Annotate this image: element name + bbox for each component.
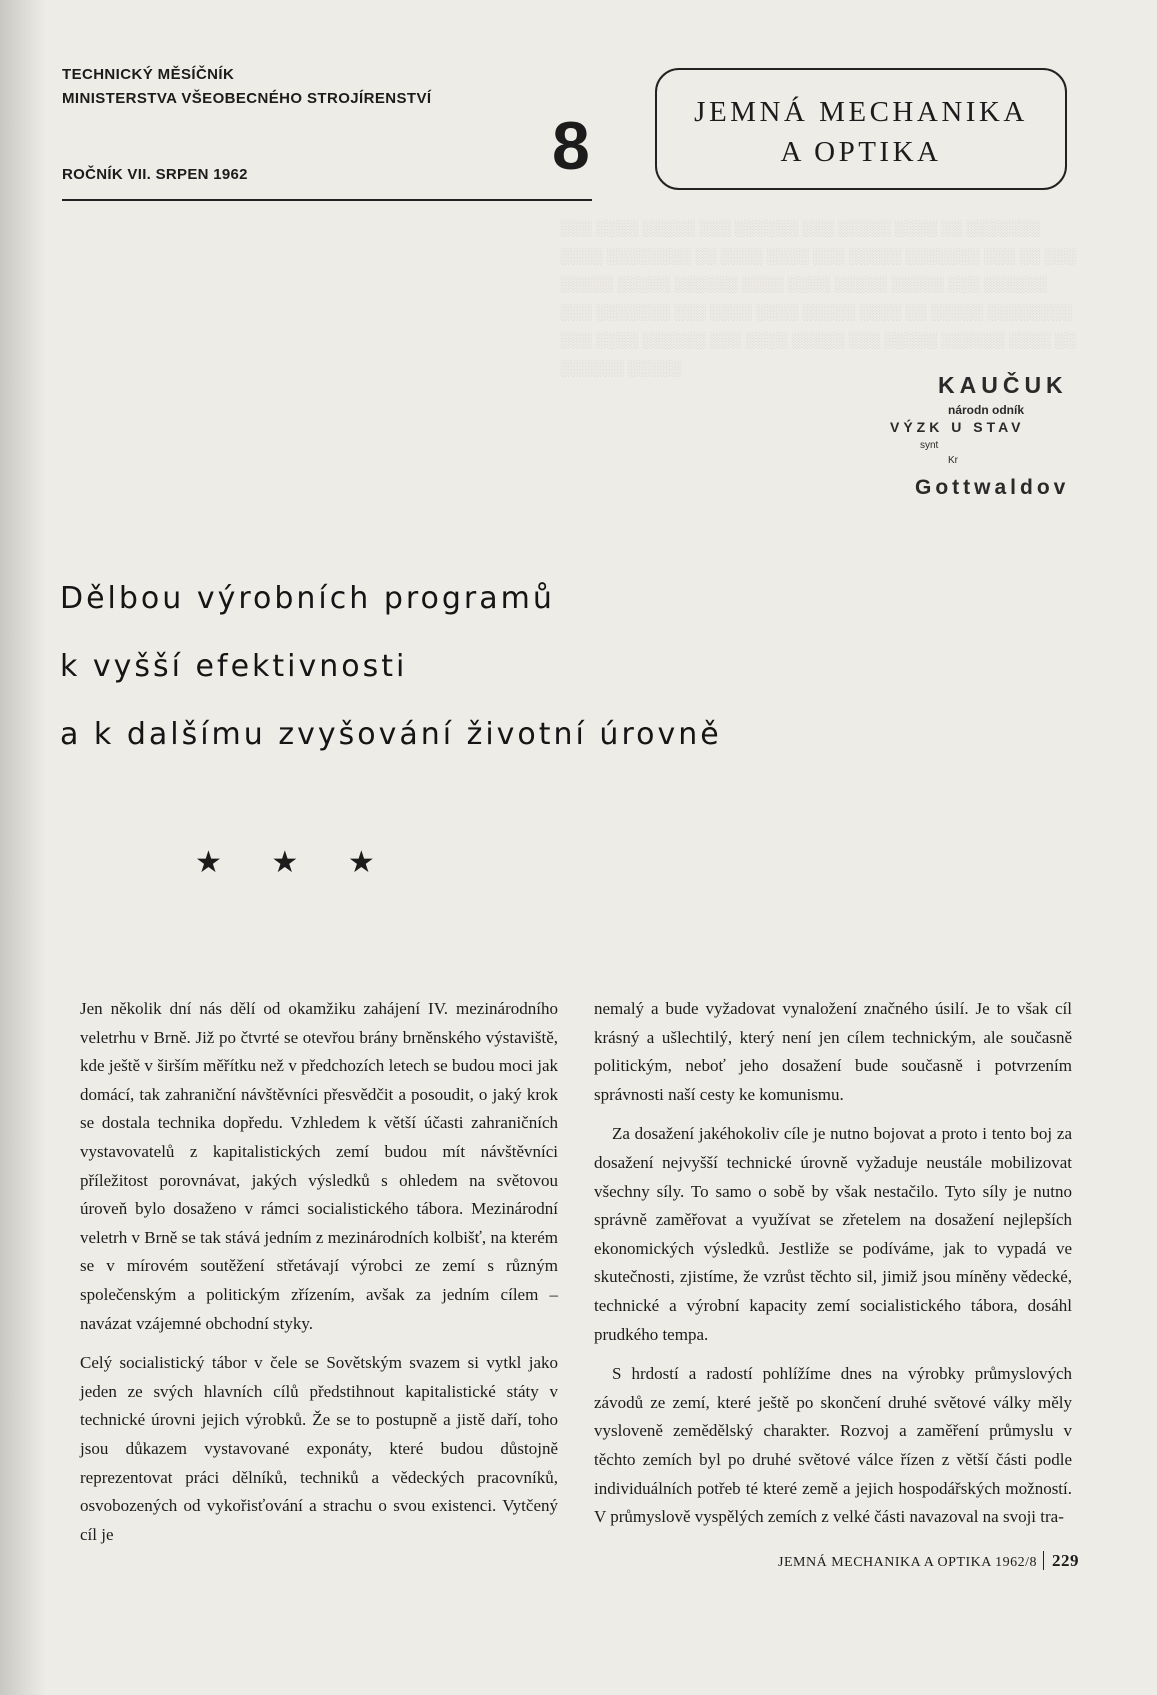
stamp-line-5: Kr [948,455,958,466]
binding-gutter-shadow [0,0,46,1695]
library-stamp [880,372,1150,512]
article-column-left [80,995,558,1560]
stamp-line-2: národn odník [948,403,1024,417]
right-paragraph-2: Za dosažení jakéhokoliv cíle je nutno bojovat a proto i tento boj za dosažení nejvyšší technické úrovně vyžaduje neustále mobilizovat všechny síly. To samo o sobě by však nestačilo. Tyto síly je nutno správně zaměřovat a využívat se zřetelem na dosažení nejlepších ekonomických výsledků. Jestliže se podíváme, jak to vypadá ve skutečnosti, zjistíme, že vzrůst těchto sil, jimiž jsou míněny vědecké, technické a výrobní kapacity zemí socialistického tábora, dosáhl prudkého tempa. [594,1124,1072,1344]
stamp-line-4: synt [920,440,939,451]
headline-line-3: a k dalšímu zvyšování životní úrovně [60,717,722,752]
publisher-block [62,63,502,111]
left-paragraph-2: Celý socialistický tábor v čele se Sovětským svazem si vytkl jako jeden ze svých hlavních cílů předstihnout kapitalistické státy v technické úrovni jejich výrobků. Že se to postupně a jistě daří, toho jsou důkazem vystavované exponáty, které budou důstojně reprezentovat práci dělníků, techniků a vědeckých pracovníků, osvobozených od vykořisťování a strachu o svou existenci. Vytčený cíl je [80,1353,558,1544]
left-paragraph-1: Jen několik dní nás dělí od okamžiku zahájení IV. mezinárodního veletrhu v Brně. Již po čtvrté se otevřou brány brněnského výstaviště, kde ještě v širším měřítku než v předchozích letech se budou moci jak domácí, tak zahraniční návštěvníci přesvědčit a posoudit, o jaký krok se dostala technika dopředu. Vzhledem k větší účasti zahraničních vystavovatelů z kapitalistických zemí budou mít návštěvníci příležitost porovnávat, jakých výsledků s ohledem na světovou úroveň bylo dosaženo v rámci socialistického tábora. Mezinárodní veletrh v Brně se tak stává jedním z mezinárodních kolbišť, na kterém se v mírovém soutěžení střetávají výrobci ze zemí s různým společenským a politickým zřízením, avšak za jedním cílem – navázat vzájemné obchodní styky. [80,999,558,1333]
headline-line-2: k vyšší efektivnosti [60,649,408,684]
section-separator: ★ ★ ★ [195,845,395,880]
right-paragraph-3: S hrdostí a radostí pohlížíme dnes na výrobky průmyslových závodů ze zemí, které ještě po skončení druhé světové války měly vysloveně zemědělský charakter. Rozvoj a zaměření průmyslu v těchto zemích byl po druhé světové válce řízen z větší části podle individuálních potřeb té které země a jejich hospodářských možností. V průmyslově vyspělých zemích z velké části navazoval na svoji tra- [594,1364,1072,1527]
page-footer [734,1551,1079,1571]
headline-line-1: Dělbou výrobních programů [60,581,555,616]
right-paragraph-1: nemalý a bude vyžadovat vynaložení značného úsilí. Je to však cíl krásný a ušlechtilý, který není jen cílem technickým, ale současně politickým, neboť jeho dosažení bude současně i potvrzením správnosti naší cesty ke komunismu. [594,999,1072,1104]
volume-date: ROČNÍK VII. SRPEN 1962 [62,166,248,183]
article-column-right [594,995,1072,1543]
publisher-line-2: MINISTERSTVA VŠEOBECNÉHO STROJÍRENSTVÍ [62,90,432,107]
stamp-line-1: KAUČUK [938,372,1068,398]
journal-title-line-2: A OPTIKA [780,136,942,168]
journal-title-line-1: JEMNÁ MECHANIKA [694,96,1028,128]
publisher-line-1: TECHNICKÝ MĚSÍČNÍK [62,66,235,83]
show-through-text: ░░░ ░░░░ ░░░░░ ░░░ ░░░░░░ ░░░ ░░░░░ ░░░░ ░░ ░░░░░░░ ░░░░ ░░░░░░░░ ░░ ░░░░ ░░░░ ░░░ ░░░░░ ░░░░░░░ ░░░ ░░ ░░░ ░░░░░ ░░░░░ ░░░░░░ ░░░░ ░░░░ ░░░░░ ░░░░░ ░░░ ░░░░░░ ░░░ ░░░░░░░ ░░░ ░░░░ ░░░░ ░░░░░ ░░░░ ░░ ░░░░░ ░░░░░░░░ ░░░ ░░░░ ░░░░░░ ░░░ ░░░░ ░░░░░ ░░░ ░░░░░ ░░░░░░ ░░░░ ░░ ░░░░░░ ░░░░░ [560,221,1076,377]
stamp-line-6: Gottwaldov [915,476,1070,499]
header-rule [62,199,592,201]
running-title: JEMNÁ MECHANIKA A OPTIKA 1962/8 [778,1555,1037,1570]
journal-title-box [655,68,1067,190]
issue-number: 8 [552,108,590,184]
page-number: 229 [1043,1551,1079,1570]
stamp-line-3: VÝZK U STAV [890,419,1025,435]
article-headline [60,565,760,769]
